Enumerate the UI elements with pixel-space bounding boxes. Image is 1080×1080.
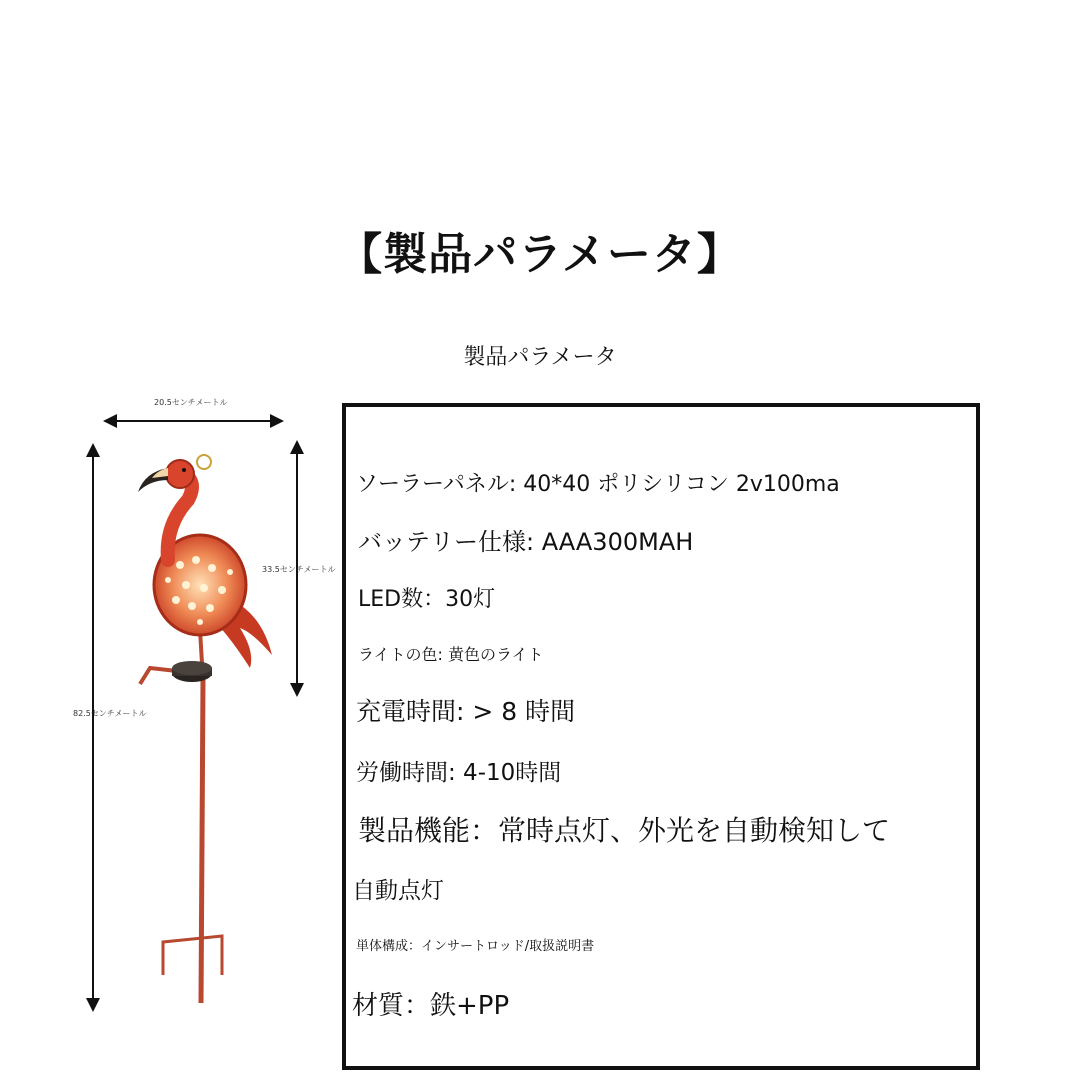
spec-material: 材質：鉄+PP [352,991,510,1021]
spec-function: 製品機能：常時点灯、外光を自動検知して [358,814,891,847]
spec-contents: 単体構成：インサートロッド/取扱説明書 [356,939,595,954]
flamingo-head [138,455,211,492]
width-dimension-label: 20.5センチメートル [154,398,228,407]
spec-solar-panel: ソーラーパネル: 40*40 ポリシリコン 2v100ma [356,472,840,497]
spec-led-count: LED数：30灯 [358,587,496,612]
body-height-dimension-label: 33.5センチメートル [262,565,336,574]
spec-function-continued: 自動点灯 [352,878,444,904]
product-illustration [0,0,340,1080]
flamingo-stake [163,680,222,1003]
spec-light-color: ライトの色: 黄色のライト [358,645,544,664]
spec-box [342,403,980,1070]
spec-battery: バッテリー仕様: AAA300MAH [358,528,694,556]
solar-panel-cap [172,661,212,682]
section-subtitle: 製品パラメータ [463,345,617,370]
spec-work-time: 労働時間: 4-10時間 [356,760,562,786]
page-title: 【製品パラメータ】 [338,229,742,280]
spec-charge-time: 充電時間: > 8 時間 [356,697,576,726]
total-height-dimension-label: 82.5センチメートル [73,709,147,718]
